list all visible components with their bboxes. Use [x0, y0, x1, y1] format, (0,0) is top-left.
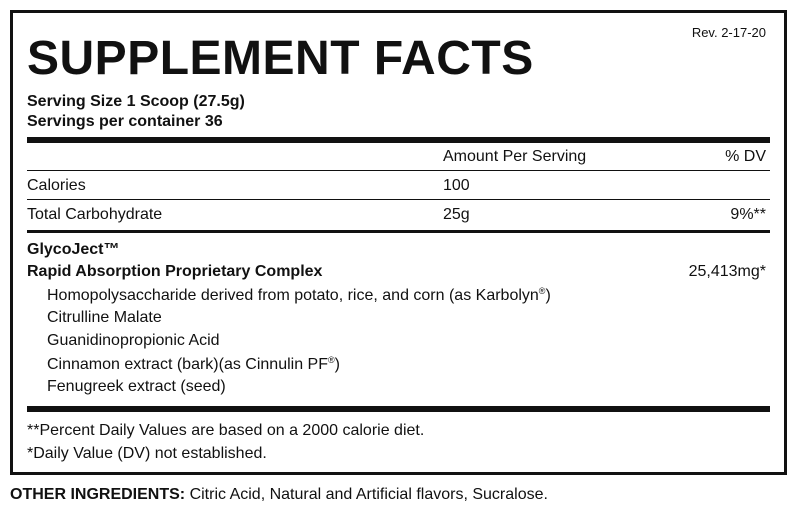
ingredient-item: Citrulline Malate — [47, 309, 162, 326]
ingredient-item: Homopolysaccharide derived from potato, rice, and corn (as Karbolyn®) — [47, 286, 551, 304]
dv-header: % DV — [725, 148, 766, 165]
serving-size: Serving Size 1 Scoop (27.5g) — [27, 93, 245, 110]
other-ingredients-value: Citric Acid, Natural and Artificial flavors, Sucralose. — [185, 486, 548, 503]
ingredient-item: Fenugreek extract (seed) — [47, 378, 226, 395]
servings-per-container: Servings per container 36 — [27, 113, 223, 130]
nutrient-name: Calories — [27, 177, 86, 194]
nutrient-amount: 25g — [443, 206, 470, 223]
ingredient-item: Guanidinopropionic Acid — [47, 332, 220, 349]
amount-per-serving-header: Amount Per Serving — [443, 148, 587, 165]
revision-label: Rev. 2-17-20 — [691, 25, 766, 40]
divider — [27, 199, 770, 200]
medium-divider — [27, 230, 770, 233]
nutrient-dv: 9%** — [730, 206, 766, 223]
other-ingredients — [10, 486, 548, 504]
divider — [27, 170, 770, 171]
other-ingredients-label: OTHER INGREDIENTS: — [10, 486, 186, 503]
thick-divider — [27, 406, 770, 412]
blend-name: Rapid Absorption Proprietary Complex — [27, 263, 323, 280]
footnote: **Percent Daily Values are based on a 2000 calorie diet. — [27, 422, 425, 439]
supplement-facts-panel — [10, 10, 787, 475]
thick-divider — [27, 137, 770, 143]
blend-amount: 25,413mg* — [688, 263, 766, 280]
footnote: *Daily Value (DV) not established. — [27, 445, 267, 462]
nutrient-name: Total Carbohydrate — [27, 206, 163, 223]
nutrient-amount: 100 — [443, 177, 470, 194]
panel-title: SUPPLEMENT FACTS — [27, 32, 534, 85]
ingredient-item: Cinnamon extract (bark)(as Cinnulin PF®) — [47, 355, 340, 373]
blend-brand: GlycoJect™ — [27, 241, 120, 258]
